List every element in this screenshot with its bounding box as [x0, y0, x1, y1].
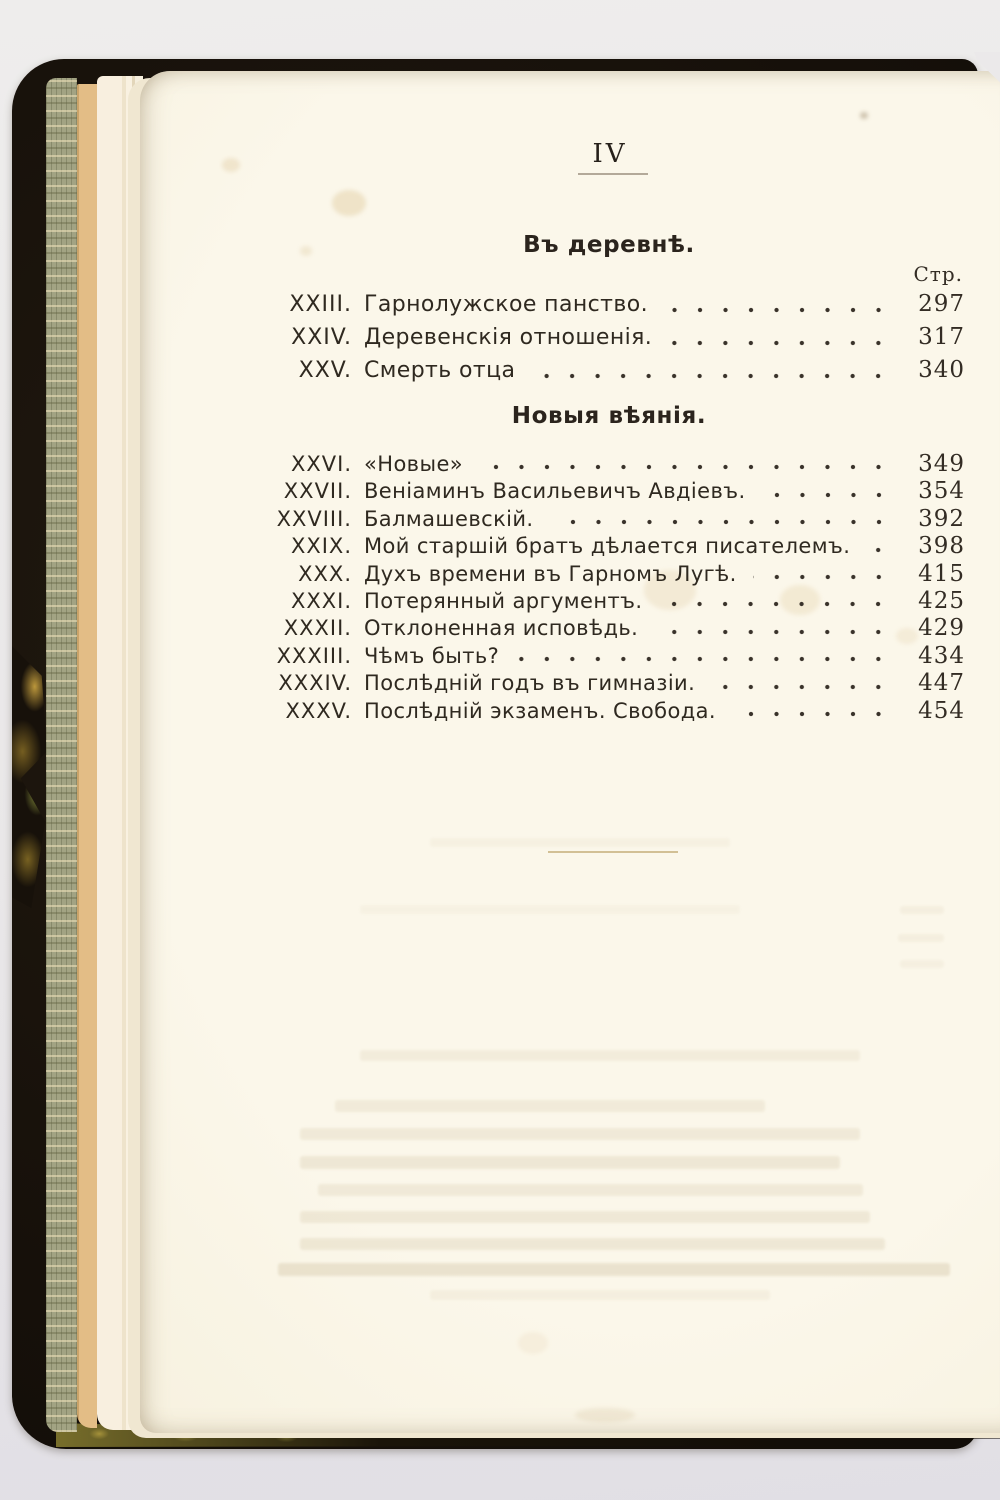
dot-leader — [550, 519, 901, 525]
entry-title: Балмашевскій. — [364, 506, 534, 531]
entry-number: XXXV. — [285, 698, 352, 723]
ghost-text-line — [318, 1184, 863, 1196]
tan-page-edge — [77, 84, 97, 1428]
toc-entry — [253, 533, 965, 560]
stain — [332, 190, 366, 216]
entry-number: XXIV. — [291, 325, 352, 350]
toc-entry — [253, 451, 965, 478]
ghost-text-line — [900, 960, 944, 968]
toc-entry — [253, 354, 965, 387]
section-heading: Новыя вѣянія. — [511, 403, 707, 429]
stain — [222, 158, 240, 172]
ghost-text-line — [430, 838, 730, 847]
entry-number: XXXIII. — [276, 643, 352, 668]
entry-title: Гарнолужское панство. — [364, 292, 648, 317]
dot-leader — [479, 464, 901, 470]
dot-leader — [531, 373, 901, 379]
ghost-rule — [548, 851, 678, 853]
stain — [518, 1332, 548, 1354]
ghost-text-line — [360, 905, 740, 914]
entry-number: XXIX. — [290, 534, 352, 559]
column-header-row — [253, 260, 965, 288]
toc-group-1 — [253, 288, 965, 387]
ghost-text-line — [278, 1263, 950, 1276]
entry-title: Отклоненная исповѣдь. — [364, 616, 639, 641]
entry-title: Деревенскія отношенія. — [364, 325, 653, 350]
entry-page: 317 — [918, 324, 965, 350]
entry-number: XXXII. — [283, 616, 352, 641]
entry-page: 349 — [918, 451, 965, 477]
entry-page: 425 — [918, 587, 965, 614]
entry-number: XXX. — [298, 561, 352, 586]
entry-title: «Новые» — [364, 452, 464, 476]
entry-number: XXVII. — [283, 479, 352, 504]
entry-title: Послѣдній годъ въ гимназіи. — [364, 671, 696, 696]
ghost-text-line — [898, 934, 944, 942]
stain — [575, 1408, 635, 1422]
entry-number: XXV. — [298, 358, 352, 383]
dot-leader — [658, 601, 901, 607]
entry-title: Смерть отца — [364, 358, 516, 383]
folio-number: IV — [592, 139, 628, 169]
entry-page: 297 — [918, 291, 965, 317]
toc-entry — [253, 670, 965, 697]
entry-number: XXXIV. — [278, 671, 352, 696]
dot-leader — [762, 492, 901, 498]
entry-title: Послѣдній экзаменъ. Свобода. — [364, 698, 716, 723]
entry-title: Духъ времени въ Гарномъ Лугѣ. — [364, 561, 737, 586]
entry-title: Потерянный аргументъ. — [364, 588, 643, 613]
toc-entry — [253, 698, 965, 725]
folio-underline — [578, 173, 648, 175]
dot-leader — [711, 684, 901, 690]
endpaper-fore-edge — [46, 78, 77, 1432]
entry-title: Чѣмъ быть? — [364, 643, 500, 668]
ghost-text-line — [300, 1156, 840, 1169]
entry-number: XXXI. — [290, 588, 352, 613]
entry-page: 340 — [918, 357, 965, 383]
toc-entry — [253, 478, 965, 505]
ghost-text-line — [900, 906, 944, 914]
ghost-text-line — [430, 1290, 770, 1300]
toc-entry — [253, 643, 965, 670]
entry-number: XXIII. — [289, 292, 352, 317]
toc-entry — [253, 615, 965, 642]
toc-entry — [253, 588, 965, 615]
ghost-text-line — [300, 1128, 860, 1140]
section-heading: Въ деревнѣ. — [523, 232, 695, 258]
ghost-text-line — [300, 1211, 870, 1223]
dot-leader — [753, 574, 901, 580]
ghost-text-line — [335, 1100, 765, 1112]
dot-leader — [866, 547, 901, 553]
stain — [860, 112, 868, 119]
entry-number: XXVI. — [290, 452, 352, 476]
entry-page: 429 — [918, 615, 965, 642]
entry-page: 434 — [918, 642, 965, 669]
entry-page: 354 — [918, 478, 965, 505]
entry-title: Мой старшій братъ дѣлается писателемъ. — [364, 534, 851, 559]
entry-page: 454 — [918, 697, 965, 724]
toc-group-2 — [253, 451, 965, 725]
toc-entry — [253, 288, 965, 321]
entry-page: 415 — [918, 560, 965, 587]
toc-entry — [253, 321, 965, 354]
entry-page: 398 — [918, 533, 965, 560]
ghost-text-line — [360, 1050, 860, 1061]
dot-leader — [732, 711, 901, 717]
column-header-str: Стр. — [913, 262, 963, 286]
entry-title: Веніаминъ Васильевичъ Авдіевъ. — [364, 479, 746, 504]
entry-number: XXVIII. — [276, 506, 352, 531]
entry-page: 447 — [918, 670, 965, 697]
dot-leader — [668, 340, 901, 346]
entry-page: 392 — [918, 505, 965, 532]
dot-leader — [664, 307, 901, 313]
ghost-text-line — [300, 1238, 885, 1250]
table-of-contents — [253, 230, 965, 725]
toc-entry — [253, 506, 965, 533]
toc-entry — [253, 561, 965, 588]
dot-leader — [654, 629, 901, 635]
dot-leader — [515, 656, 901, 662]
